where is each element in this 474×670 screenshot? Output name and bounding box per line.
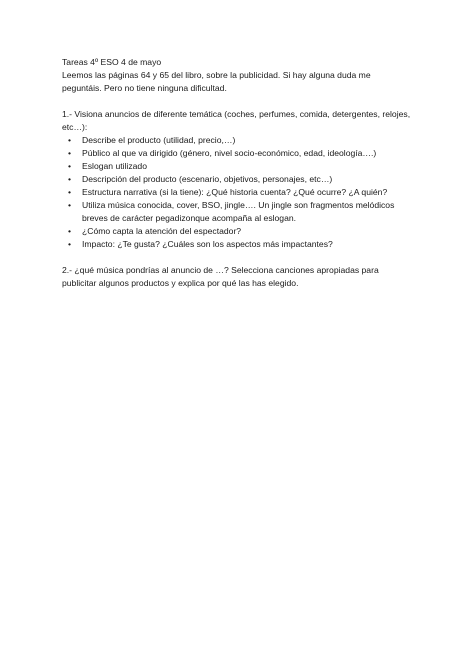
document-body bbox=[62, 56, 412, 290]
bullet-icon: • bbox=[68, 161, 72, 171]
bullet-text: Impacto: ¿Te gusta? ¿Cuáles son los aspectos más impactantes? bbox=[82, 239, 333, 249]
bullet-item bbox=[62, 225, 412, 238]
bullet-item bbox=[62, 186, 412, 199]
bullet-icon: • bbox=[68, 135, 72, 145]
paragraph-gap bbox=[62, 95, 412, 108]
bullet-text: ¿Cómo capta la atención del espectador? bbox=[82, 226, 242, 236]
intro-paragraph: Leemos las páginas 64 y 65 del libro, sobre la publicidad. Si hay alguna duda me peguntáis. Pero no tiene ninguna dificultad. bbox=[62, 70, 371, 93]
task1-bullet-list bbox=[62, 134, 412, 251]
bullet-text: Utiliza música conocida, cover, BSO, jingle…. Un jingle son fragmentos melódicos breves de carácter pegadizonque acompaña al eslogan. bbox=[82, 200, 395, 223]
paragraph-gap bbox=[62, 251, 412, 264]
bullet-icon: • bbox=[68, 200, 72, 210]
bullet-item bbox=[62, 147, 412, 160]
bullet-icon: • bbox=[68, 148, 72, 158]
bullet-icon: • bbox=[68, 187, 72, 197]
bullet-text: Eslogan utilizado bbox=[82, 161, 147, 171]
bullet-text: Descripción del producto (escenario, objetivos, personajes, etc…) bbox=[82, 174, 333, 184]
document-title: Tareas 4º ESO 4 de mayo bbox=[62, 57, 162, 67]
bullet-item bbox=[62, 199, 412, 225]
bullet-icon: • bbox=[68, 239, 72, 249]
bullet-icon: • bbox=[68, 226, 72, 236]
bullet-item bbox=[62, 134, 412, 147]
bullet-item bbox=[62, 238, 412, 251]
bullet-item bbox=[62, 173, 412, 186]
bullet-text: Público al que va dirigido (género, nivel socio-económico, edad, ideología….) bbox=[82, 148, 377, 158]
bullet-text: Estructura narrativa (si la tiene): ¿Qué historia cuenta? ¿Qué ocurre? ¿A quién? bbox=[82, 187, 388, 197]
task1-heading: 1.- Visiona anuncios de diferente temática (coches, perfumes, comida, detergentes, relojes, etc…): bbox=[62, 109, 411, 132]
bullet-text: Describe el producto (utilidad, precio,…) bbox=[82, 135, 236, 145]
bullet-item bbox=[62, 160, 412, 173]
task2-paragraph: 2.- ¿qué música pondrías al anuncio de …? Selecciona canciones apropiadas para publicitar algunos productos y explica por qué las has elegido. bbox=[62, 265, 379, 288]
bullet-icon: • bbox=[68, 174, 72, 184]
